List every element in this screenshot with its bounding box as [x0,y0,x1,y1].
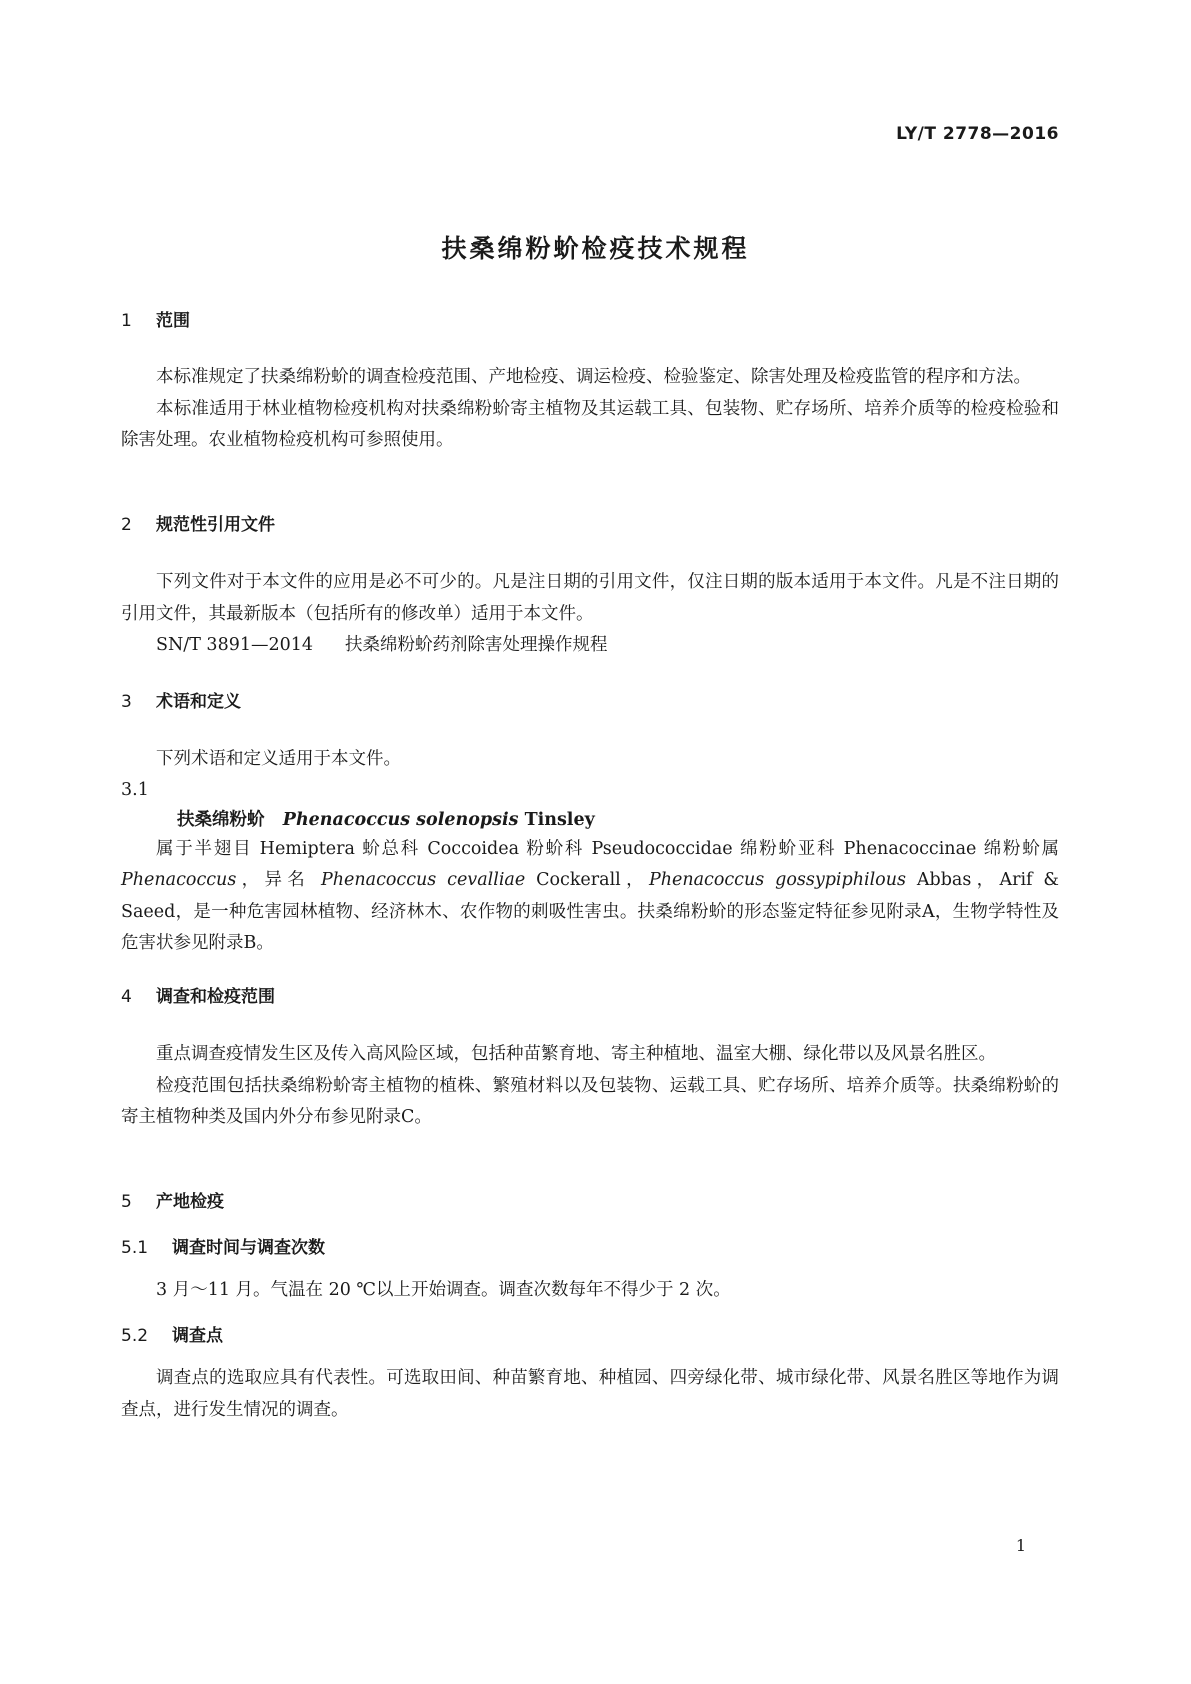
paragraph: 3 月～11 月。气温在 20 ℃以上开始调查。调查次数每年不得少于 2 次。 [156,1280,731,1300]
paragraph: 重点调查疫情发生区及传入高风险区域，包括种苗繁育地、寄主种植地、温室大棚、绿化带以及风景名胜区。 [156,1044,996,1064]
section-4-body [121,1039,1059,1134]
subsection-5-2-heading [121,1324,1059,1348]
subsection-5-2-body [121,1363,1059,1426]
synonym-name: Phenacoccus cevalliae [320,870,526,890]
paragraph: 下列术语和定义适用于本文件。 [156,749,401,769]
section-number: 4 [121,987,132,1007]
reference-title: 扶桑绵粉蚧药剂除害处理操作规程 [345,635,608,655]
genus-name: Phenacoccus [121,870,237,890]
section-title: 术语和定义 [156,692,241,712]
section-2-body [121,567,1059,662]
term-chinese: 扶桑绵粉蚧 [177,809,265,830]
section-number: 2 [121,515,132,535]
subsection-number: 5.1 [121,1238,149,1258]
section-3-heading [121,690,1059,714]
section-title: 规范性引用文件 [156,515,275,535]
document-title: 扶桑绵粉蚧检疫技术规程 [441,234,750,263]
definition-text: Abbas，Arif & Saeed，是一种危害园林植物、经济林木、农作物的刺吸性害虫。扶桑绵粉蚧的形态鉴定特征参见附录A，生物学特性及危害状参见附录B。 [121,870,1059,953]
section-title: 范围 [156,311,190,331]
reference-code: SN/T 3891—2014 [156,635,314,655]
paragraph: 下列文件对于本文件的应用是必不可少的。凡是注日期的引用文件，仅注日期的版本适用于本文件。凡是不注日期的引用文件，其最新版本（包括所有的修改单）适用于本文件。 [121,572,1059,624]
section-number: 5 [121,1192,132,1212]
section-4-heading [121,985,1059,1009]
term-scientific-name: Phenacoccus solenopsis [282,809,519,830]
section-title: 产地检疫 [156,1192,224,1212]
subsection-number: 5.2 [121,1326,149,1346]
section-5-heading [121,1190,1059,1214]
normative-reference [121,630,1059,662]
section-3-body [121,744,1059,960]
synonym-name: Phenacoccus gossypiphilous [648,870,906,890]
subsection-title: 调查点 [172,1326,223,1346]
paragraph: 本标准规定了扶桑绵粉蚧的调查检疫范围、产地检疫、调运检疫、检验鉴定、除害处理及检疫监管的程序和方法。 [156,367,1031,387]
definition-text: Cockerall， [525,870,649,890]
subsection-5-1-heading [121,1236,1059,1260]
standard-code: LY/T 2778—2016 [896,124,1059,144]
section-number: 1 [121,311,132,331]
paragraph: 本标准适用于林业植物检疫机构对扶桑绵粉蚧寄主植物及其运载工具、包装物、贮存场所、培养介质等的检疫检验和除害处理。农业植物检疫机构可参照使用。 [121,398,1059,450]
term-heading [121,808,1059,832]
paragraph: 检疫范围包括扶桑绵粉蚧寄主植物的植株、繁殖材料以及包装物、运载工具、贮存场所、培养介质等。扶桑绵粉蚧的寄主植物种类及国内外分布参见附录C。 [121,1075,1059,1127]
subsection-5-1-body [121,1275,1059,1307]
definition-text: ，异名 [236,870,321,890]
definition-text: 属于半翅目 Hemiptera 蚧总科 Coccoidea 粉蚧科 Pseudococcidae 绵粉蚧亚科 Phenacoccinae 绵粉蚧属 [156,838,1059,859]
clause-number: 3.1 [121,779,149,800]
section-1-body [121,362,1059,457]
section-title: 调查和检疫范围 [156,987,275,1007]
page-number: 1 [1015,1536,1026,1555]
section-1-heading [121,309,1059,333]
term-author: Tinsley [524,809,595,830]
paragraph: 调查点的选取应具有代表性。可选取田间、种苗繁育地、种植园、四旁绿化带、城市绿化带、风景名胜区等地作为调查点，进行发生情况的调查。 [121,1368,1059,1420]
section-number: 3 [121,692,132,712]
section-2-heading [121,513,1059,537]
term-definition [121,834,1059,960]
subsection-title: 调查时间与调查次数 [172,1238,325,1258]
